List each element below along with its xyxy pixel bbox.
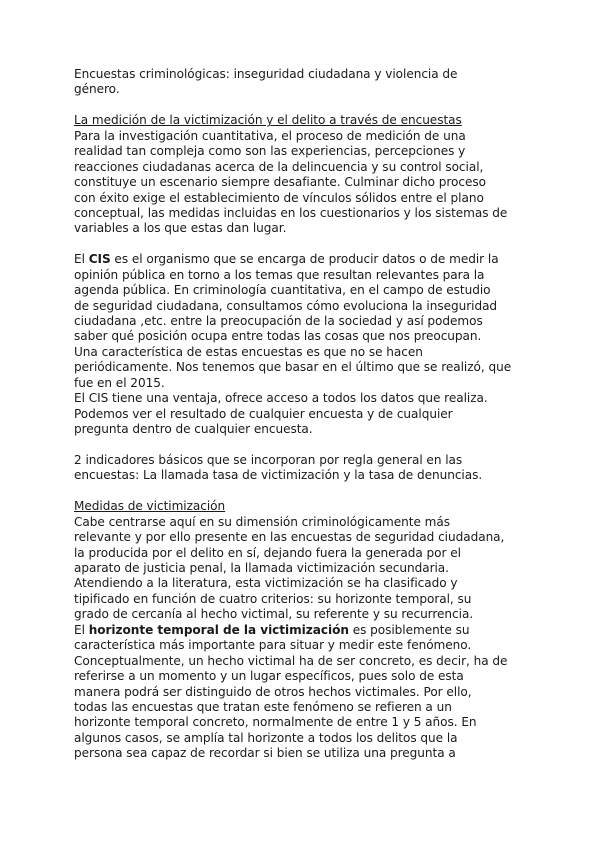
paragraph — [74, 623, 530, 762]
section-heading-medidas: Medidas de victimización — [74, 499, 226, 514]
text-line: constituye un escenario siempre desafiante. Culminar dicho proceso — [74, 175, 486, 190]
paragraph — [74, 453, 530, 484]
text-line: grado de cercanía al hecho victimal, su referente y su recurrencia. — [74, 607, 474, 622]
text-line: periódicamente. Nos tenemos que basar en el último que se realizó, que — [74, 360, 512, 375]
text-line: Cabe centrarse aquí en su dimensión criminológicamente más — [74, 514, 451, 529]
text-line: fue en el 2015. — [74, 375, 165, 390]
text-run: es posiblemente su — [348, 622, 470, 637]
text-line: saber qué posición ocupa entre todas las cosas que nos preocupan. — [74, 329, 482, 344]
text-line: pregunta dentro de cualquier encuesta. — [74, 422, 313, 437]
text-line: Atendiendo a la literatura, esta victimización se ha clasificado y — [74, 576, 458, 591]
text-line: El CIS tiene una ventaja, ofrece acceso a todos los datos que realiza. — [74, 391, 488, 406]
text-run: El — [74, 622, 89, 637]
text-line: todas las encuestas que tratan este fenómeno se refieren a un — [74, 699, 452, 714]
text-line: horizonte temporal concreto, normalmente de entre 1 y 5 años. En — [74, 715, 477, 730]
document-title — [74, 67, 530, 98]
bold-term-cis: CIS — [88, 252, 111, 267]
text-run: es el organismo que se encarga de producir datos o de medir la — [110, 252, 499, 267]
text-run: El — [74, 252, 89, 267]
text-line: relevante y por ello presente en las encuestas de seguridad ciudadana, — [74, 530, 505, 545]
paragraph — [74, 515, 530, 623]
title-line: género. — [74, 82, 120, 97]
text-line: Podemos ver el resultado de cualquier encuesta y de cualquier — [74, 406, 453, 421]
text-line: persona sea capaz de recordar si bien se utiliza una pregunta a — [74, 746, 456, 761]
bold-term-horizonte: horizonte temporal de la victimización — [88, 622, 349, 637]
paragraph — [74, 252, 530, 437]
text-line: la producida por el delito en sí, dejando fuera la generada por el — [74, 545, 461, 560]
text-line: aparato de justicia penal, la llamada victimización secundaria. — [74, 561, 449, 575]
title-line: Encuestas criminológicas: inseguridad ciudadana y violencia de — [74, 67, 458, 81]
text-line: característica más importante para situar y medir este fenómeno. — [74, 638, 472, 653]
text-line: de seguridad ciudadana, consultamos cómo evoluciona la inseguridad — [74, 298, 498, 313]
text-line — [74, 252, 530, 267]
text-line: realidad tan compleja como son las experiencias, percepciones y — [74, 144, 466, 159]
text-line: ciudadana ,etc. entre la preocupación de la sociedad y así podemos — [74, 314, 483, 328]
text-line: algunos casos, se amplía tal horizonte a todos los delitos que la — [74, 730, 458, 745]
text-line: reacciones ciudadanas acerca de la delincuencia y su control social, — [74, 159, 484, 174]
text-line: opinión pública en torno a los temas que resultan relevantes para la — [74, 267, 485, 282]
text-line: Una característica de estas encuestas es que no se hacen — [74, 344, 423, 359]
text-line: 2 indicadores básicos que se incorporan por regla general en las — [74, 452, 463, 467]
text-line: tipificado en función de cuatro criterios: su horizonte temporal, su — [74, 591, 472, 606]
paragraph — [74, 129, 530, 237]
text-line: Conceptualmente, un hecho victimal ha de ser concreto, es decir, ha de — [74, 653, 508, 668]
document-page — [74, 67, 530, 762]
text-line — [74, 623, 530, 638]
text-line: encuestas: La llamada tasa de victimización y la tasa de denuncias. — [74, 468, 483, 483]
text-line: conceptual, las medidas incluidas en los cuestionarios y los sistemas de — [74, 205, 508, 220]
text-line: variables a los que estas dan lugar. — [74, 221, 287, 236]
text-line: con éxito exige el establecimiento de vínculos sólidos entre el plano — [74, 190, 484, 205]
text-line: manera podrá ser distinguido de otros hechos victimales. Por ello, — [74, 684, 472, 699]
text-line: referirse a un momento y un lugar específicos, pues solo de esta — [74, 669, 464, 684]
text-line: agenda pública. En criminología cuantitativa, en el campo de estudio — [74, 283, 491, 298]
text-line: Para la investigación cuantitativa, el proceso de medición de una — [74, 128, 466, 143]
section-heading-medicion: La medición de la victimización y el delito a través de encuestas — [74, 113, 462, 128]
